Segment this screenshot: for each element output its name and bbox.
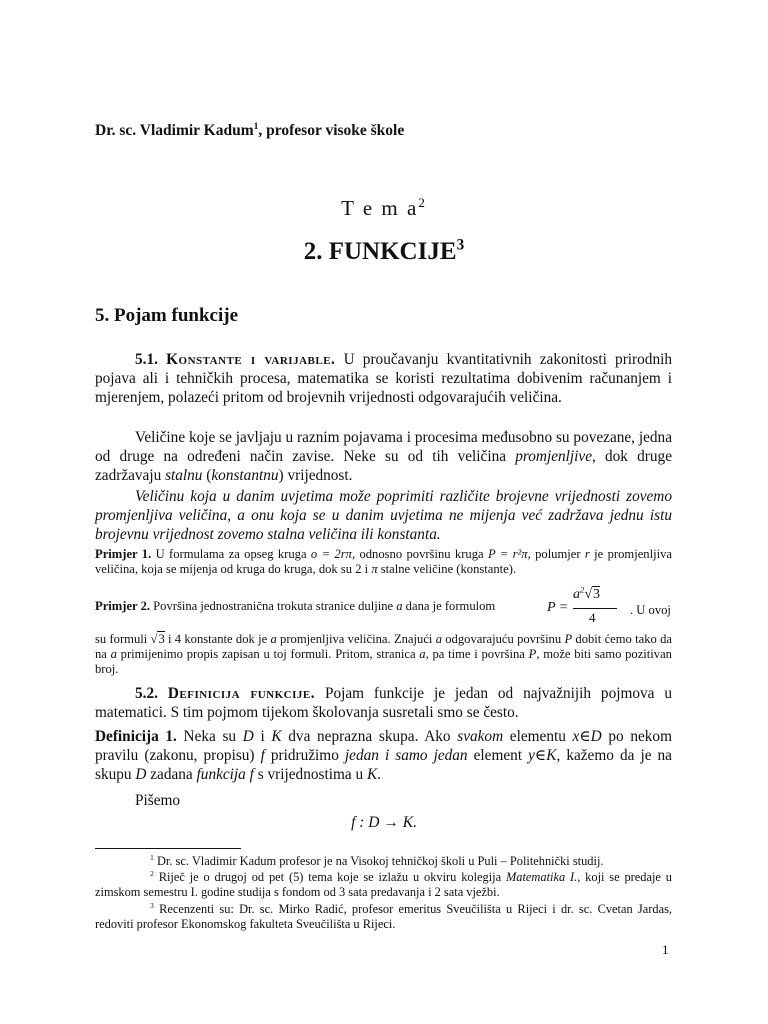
text-span: dva neprazna skupa. Ako [281, 728, 458, 745]
fraction-denominator: 4 [589, 610, 596, 625]
fraction-numerator [573, 584, 601, 603]
emphasis: stalnu [165, 467, 203, 484]
example-2-line-1 [95, 599, 545, 614]
variable: a [110, 647, 117, 661]
variable: r [584, 547, 590, 561]
text-span: odgovarajuću površinu [441, 632, 565, 646]
footnote-text: , koji se predaje u zimskom semestru I. godine studija s fondom od 3 sata predavanja i 2 sata vježbi. [95, 870, 672, 899]
variable: a [573, 587, 580, 602]
paragraph-definition-italic: Veličinu koja u danim uvjetima može poprimiti različite brojevne vrijednosti zovemo promjenljiva veličina, a onu koja se u danim uvjetima ne mijenja već zadržava jednu istu brojevnu vrijednost zovemo stalna veličina ili konstanta. [95, 488, 672, 543]
text-span: zadana [146, 766, 197, 783]
footnote-2 [95, 870, 672, 900]
footnote-text: Riječ je o drugoj od pet (5) tema koje se izlažu u okviru kolegija [153, 870, 506, 884]
author-line [95, 122, 404, 140]
section-heading: 5. Pojam funkcije [95, 305, 239, 326]
topic-label [0, 196, 768, 221]
text-span: , polumjer [527, 547, 585, 561]
sqrt-argument: 3 [593, 587, 601, 602]
formula-perimeter: o = 2rπ [310, 547, 352, 561]
exponent: 2 [580, 584, 585, 595]
text-span: ) vrijednost. [278, 467, 353, 484]
paragraph-variables [95, 428, 672, 485]
sqrt-icon: √ [150, 632, 158, 646]
subsection-number: 5.2. [135, 685, 158, 702]
text-span: primijenimo propis zapisan u toj formuli. Pritom, stranica [116, 647, 420, 661]
variable: K [366, 766, 378, 783]
variable: x∈D [572, 728, 602, 745]
text-span: . [377, 766, 381, 783]
emphasis: svakom [457, 728, 504, 745]
text-span: elementu [503, 728, 573, 745]
text-span: Veličine koje se javljaju u raznim pojavama i procesima međusobno su povezane, jedna od druge na određeni način zavise. Neke su od tih veličina [95, 429, 672, 465]
text-span: s vrijednostima u [253, 766, 367, 783]
variable: y∈K [528, 747, 557, 764]
example-label: Primjer 2. [95, 599, 151, 613]
text-span: dana je formulom [402, 599, 496, 613]
text-span: i [253, 728, 272, 745]
footnote-3 [95, 902, 672, 932]
pisemo-text: Pišemo [135, 792, 181, 809]
emphasis: promjenljive [515, 448, 592, 465]
definition-label: Definicija 1. [95, 728, 177, 745]
footnote-1 [95, 854, 672, 869]
variable: D [242, 728, 254, 745]
text-span: Površina jednostranična trokuta stranice duljine [150, 599, 397, 613]
fraction-bar [573, 608, 617, 609]
text-span: je promjenljiva veličina, koja se mijenja od kruga do kruga, dok su 2 i [95, 547, 672, 576]
footnote-divider [95, 848, 241, 849]
variable: a [396, 599, 403, 613]
page-title [0, 238, 768, 266]
footnote-text: Dr. sc. Vladimir Kadum profesor je na Visokoj tehničkoj školi u Puli – Politehnički studij. [153, 854, 604, 868]
footnote-number: 1 [150, 852, 154, 862]
sqrt-icon: √ [584, 587, 593, 602]
sqrt-argument: 3 [158, 632, 165, 646]
author-name: Dr. sc. Vladimir Kadum [95, 122, 254, 139]
emphasis: jedan i samo jedan [344, 747, 468, 764]
footnote-text: Recenzenti su: Dr. sc. Mirko Radić, profesor emeritus Sveučilišta u Rijeci i dr. sc. Cvetan Jardas, redoviti profesor Ekonomskog fakulteta Sveučilišta u Rijeci. [95, 902, 672, 931]
footnote-ref-1[interactable]: 1 [253, 120, 259, 132]
paragraph-function-definition [95, 684, 672, 722]
text-span: i 4 konstante dok je [164, 632, 271, 646]
author-title: , profesor visoke škole [258, 122, 405, 139]
example-2-body [95, 632, 672, 677]
formula-area: P = r²π [487, 547, 528, 561]
constant: π [371, 562, 378, 576]
example-1 [95, 547, 672, 577]
variable: a [270, 632, 277, 646]
paragraph-text: U proučavanju kvantitativnih zakonitosti prirodnih pojava ali i tehničkih procesa, matematika se koristi rezultatima dobivenim računanjem i mjerenjem, polazeći pritom od brojevnih vrijednosti odgovarajućih veličina. [95, 351, 672, 406]
emphasis: konstantnu [211, 467, 279, 484]
paragraph-constants [95, 350, 672, 407]
emphasis: funkcija f [196, 766, 254, 783]
course-name: Matematika I. [505, 870, 578, 884]
subsection-title: Konstante i varijable. [166, 351, 336, 368]
text-span: Neka su [176, 728, 243, 745]
function-formula: f : D → K. [351, 814, 417, 831]
text-span: element [467, 747, 529, 764]
text-span: promjenljiva veličina. Znajući [276, 632, 436, 646]
footnote-ref-2[interactable]: 2 [418, 195, 427, 210]
text-span: , dok druge zadržavaju [95, 448, 672, 484]
variable: f [260, 747, 265, 764]
text-span: , kažemo da je na skupu [95, 747, 672, 783]
text-span: , pa time i površina [425, 647, 529, 661]
subsection-number: 5.1. [135, 351, 158, 368]
text-span: dobit ćemo tako da na [95, 632, 672, 661]
text-span: , može biti samo pozitivan broj. [95, 647, 672, 676]
footnote-number: 2 [150, 868, 154, 878]
variable: a [419, 647, 426, 661]
variable: a [435, 632, 442, 646]
paragraph-text: Pojam funkcije je jedan od najvažnijih pojmova u matematici. S tim pojmom tijekom školovanja susretali smo se često. [95, 685, 672, 721]
topic-text: T e m a [341, 196, 419, 220]
footnote-ref-3[interactable]: 3 [456, 236, 465, 254]
example-label: Primjer 1. [95, 547, 152, 561]
variable: D [135, 766, 147, 783]
text-span: U formulama za opseg kruga [151, 547, 311, 561]
variable: K [271, 728, 282, 745]
footnote-number: 3 [150, 900, 154, 910]
example-2-tail: . U ovoj [630, 603, 671, 617]
variable: P [528, 647, 537, 661]
variable: P [564, 632, 573, 646]
definition-1 [95, 727, 672, 784]
title-text: 2. FUNKCIJE [303, 238, 457, 265]
text-span: , odnosno površinu kruga [351, 547, 488, 561]
text-span: ( [202, 467, 212, 484]
triangle-area-formula [547, 584, 627, 627]
formula-lhs: P = [547, 600, 569, 615]
text-span: pridružimo [264, 747, 345, 764]
subsection-title: Definicija funkcije. [167, 685, 316, 702]
page-number: 1 [662, 942, 669, 957]
text-span: stalne veličine (konstante). [377, 562, 517, 576]
text-span: po nekom pravilu (zakonu, propisu) [95, 728, 672, 764]
text-span: su formuli [95, 632, 151, 646]
